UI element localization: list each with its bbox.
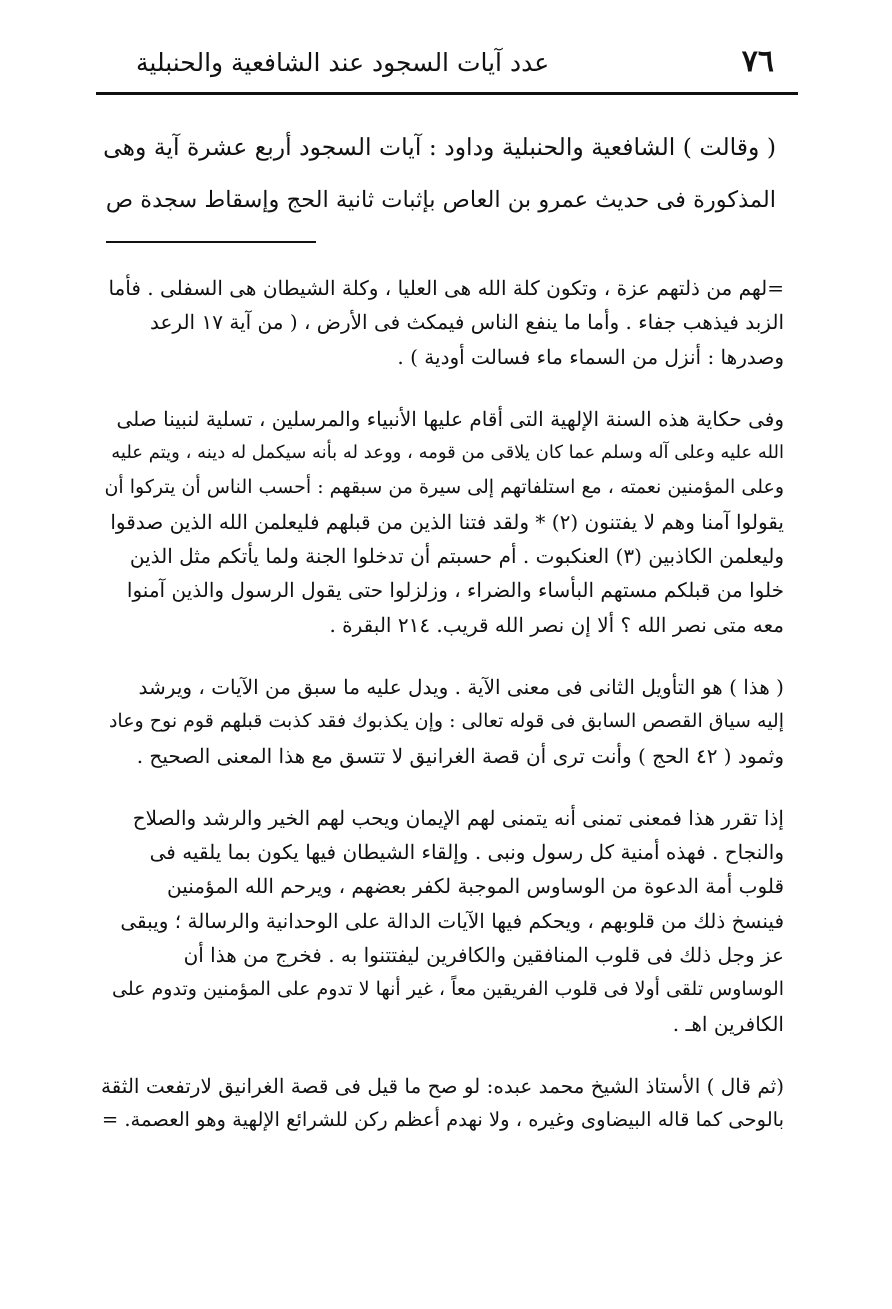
page-number: ٧٦ — [741, 44, 774, 79]
footnote-line: وعلى المؤمنين نعمته ، مع استلفاتهم إلى سيرة من سبقهم : أحسب الناس أن يتركوا أن — [104, 476, 784, 499]
footnote-line: =لهم من ذلتهم عزة ، وتكون كلة الله هى العليا ، وكلة الشيطان هى السفلى . فأما — [108, 276, 784, 300]
footnote-line: وفى حكاية هذه السنة الإلهية التى أقام عليها الأنبياء والمرسلين ، تسلية لنبينا صلى — [116, 406, 784, 431]
footnote-line: يقولوا آمنا وهم لا يفتنون (٢) * ولقد فتنا الذين من قبلهم فليعلمن الله الذين صدقوا — [110, 509, 784, 534]
footnote-line: والنجاح . فهذه أمنية كل رسول ونبى . وإلقاء الشيطان فيها يكون بما يلقيه فى — [149, 840, 784, 865]
footnote-line: الله عليه وعلى آله وسلم عما كان يلاقى من قومه ، ووعد له بأنه سيكمل له دينه ، ويتم عليه — [111, 442, 784, 464]
footnote-line: عز وجل ذلك فى قلوب المنافقين والكافرين ليفتتنوا به . فخرج من هذا أن — [183, 943, 784, 968]
footnote-paragraph — [100, 670, 784, 773]
footnote-line: (ثم قال ) الأستاذ الشيخ محمد عبده: لو صح ما قيل فى قصة الغرانيق لارتفعت الثقة — [100, 1073, 784, 1098]
footnote-line: معه متى نصر الله ؟ ألا إن نصر الله قريب. ٢١٤ البقرة . — [329, 612, 784, 637]
footnote-paragraph — [100, 271, 784, 374]
footnote-line: فينسخ ذلك من قلوبهم ، ويحكم فيها الآيات الدالة على الوحدانية والرسالة ؛ ويبقى — [120, 908, 784, 933]
page-header — [96, 44, 798, 95]
footnote-line: خلوا من قبلكم مستهم البأساء والضراء ، وزلزلوا حتى يقول الرسول والذين آمنوا — [126, 578, 784, 603]
footnote-paragraph — [100, 801, 784, 1041]
main-text-line: ( وقالت ) الشافعية والحنبلية وداود : آيات السجود أربع عشرة آية وهى — [103, 133, 776, 161]
footnote-line: الوساوس تلقى أولا فى قلوب الفريقين معاً ، غير أنها لا تدوم على المؤمنين وتدوم على — [112, 978, 784, 1001]
footnote-line: بالوحى كما قاله البيضاوى وغيره ، ولا نهدم أعظم ركن للشرائع الإلهية وهو العصمة. = — [101, 1108, 784, 1132]
footnote-line: إليه سياق القصص السابق فى قوله تعالى : وإن يكذبوك فقد كذبت قبلهم قوم نوح وعاد — [108, 710, 784, 733]
footnote-paragraph — [100, 402, 784, 642]
main-text-line: المذكورة فى حديث عمرو بن العاص بإثبات ثانية الحج وإسقاط سجدة ص — [105, 187, 776, 213]
footnote-line: إذا تقرر هذا فمعنى تمنى أنه يتمنى لهم الإيمان ويحب لهم الخير والرشد والصلاح — [132, 805, 784, 830]
running-title: عدد آيات السجود عند الشافعية والحنبلية — [136, 48, 550, 77]
footnote-line: وصدرها : أنزل من السماء ماء فسالت أودية ) . — [397, 344, 784, 369]
footnotes — [100, 271, 784, 1138]
footnote-line: وثمود ( ٤٢ الحج ) وأنت ترى أن قصة الغرانيق لا تتسق مع هذا المعنى الصحيح . — [136, 743, 784, 768]
footnote-line: الزبد فيذهب جفاء . وأما ما ينفع الناس فيمكث فى الأرض ، ( من آية ١٧ الرعد — [150, 310, 784, 335]
footnote-paragraph — [100, 1069, 784, 1138]
footnote-line: ( هذا ) هو التأويل الثانى فى معنى الآية . ويدل عليه ما سبق من الآيات ، ويرشد — [138, 674, 784, 699]
main-text — [100, 121, 784, 227]
footnote-line: قلوب أمة الدعوة من الوساوس الموجبة لكفر بعضهم ، ويرحم الله المؤمنين — [167, 874, 784, 899]
footnote-separator — [106, 241, 316, 243]
footnote-line: الكافرين اهـ . — [672, 1011, 784, 1036]
footnote-line: وليعلمن الكاذبين (٣) العنكبوت . أم حسبتم أن تدخلوا الجنة ولما يأتكم مثل الذين — [129, 544, 784, 569]
